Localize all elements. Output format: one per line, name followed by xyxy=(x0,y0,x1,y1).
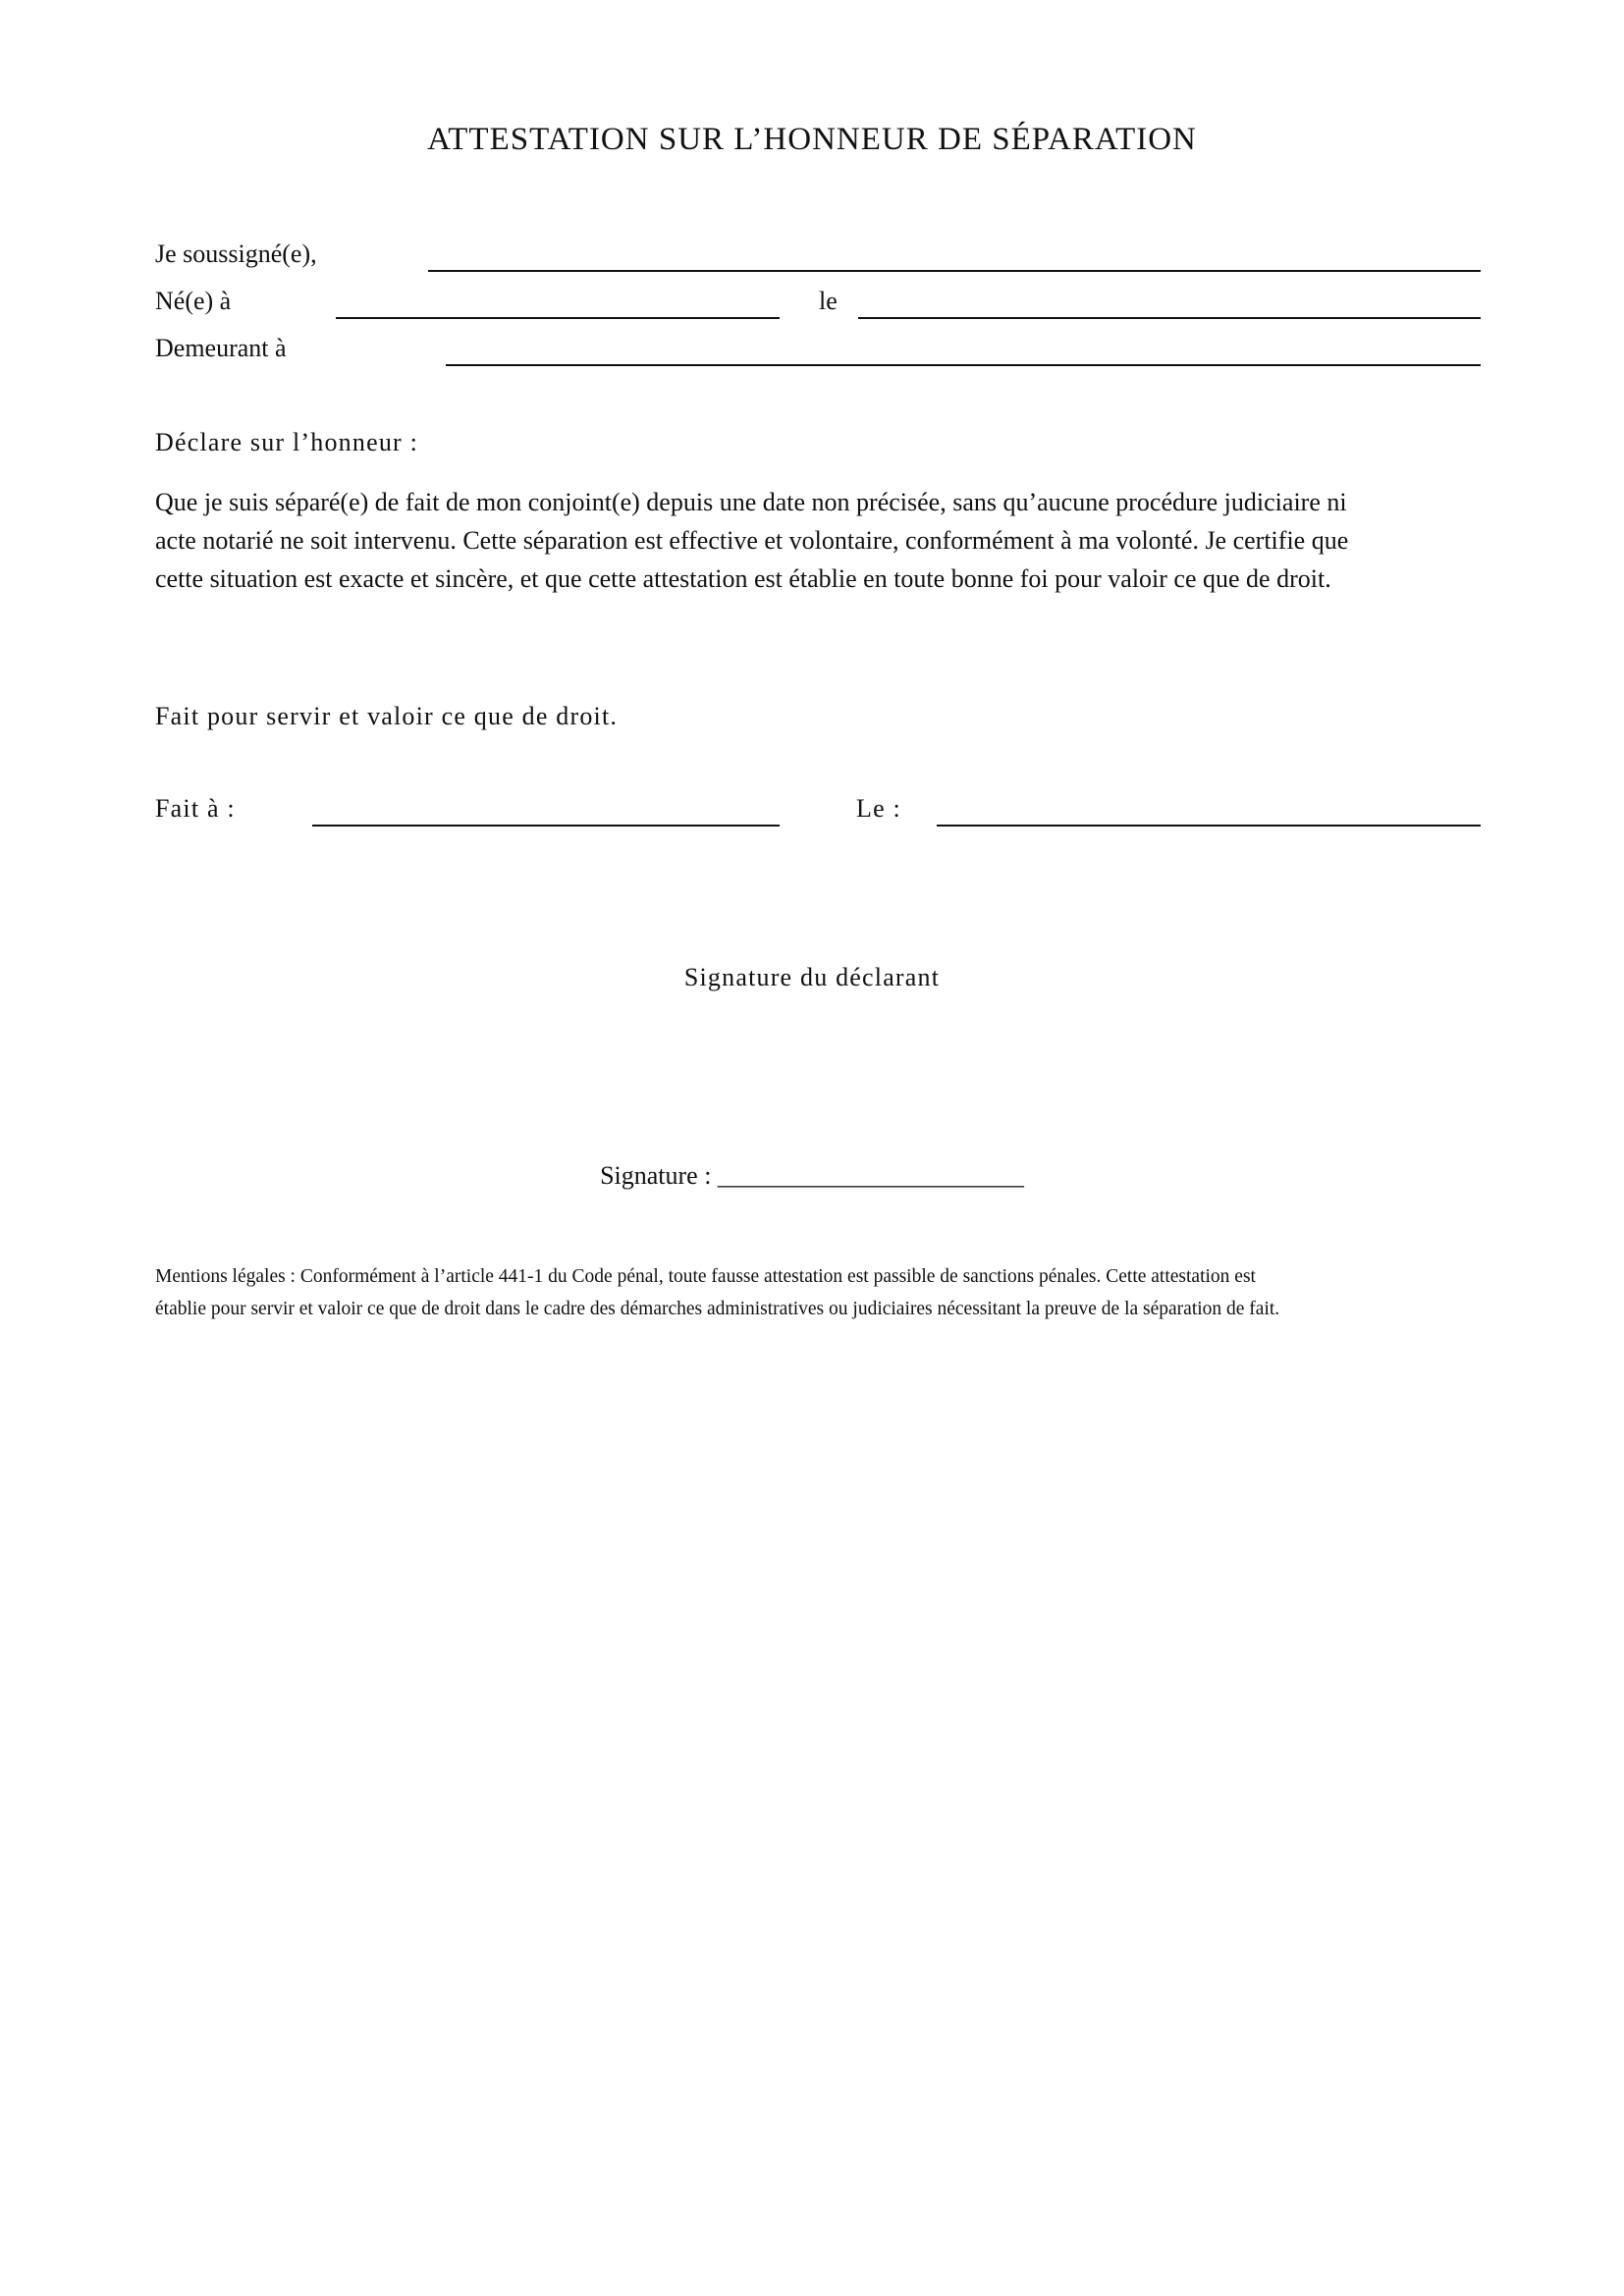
le-date-label: Le : xyxy=(856,794,901,823)
ne-label: Né(e) à xyxy=(155,287,232,315)
ne-fill-line[interactable] xyxy=(336,317,780,319)
declaration-line: acte notarié ne soit intervenu. Cette séparation est effective et volontaire, conformément à ma volonté. Je certifie que xyxy=(155,526,1349,555)
le-date-fill-line[interactable] xyxy=(937,825,1481,827)
demeurant-label: Demeurant à xyxy=(155,334,287,362)
declaration-paragraph xyxy=(155,483,1481,598)
fait-a-fill-line[interactable] xyxy=(312,825,780,827)
document-title: ATTESTATION SUR L’HONNEUR DE SÉPARATION xyxy=(427,122,1197,157)
legal-line: Mentions légales : Conformément à l’article 441-1 du Code pénal, toute fausse attestation est passible de sanctions pénales. Cette attestation est xyxy=(155,1266,1256,1287)
declare-label: Déclare sur l’honneur : xyxy=(155,428,418,456)
declaration-line: cette situation est exacte et sincère, et que cette attestation est établie en toute bonne foi pour valoir ce que de droit. xyxy=(155,564,1331,593)
demeurant-fill-line[interactable] xyxy=(446,364,1481,366)
fait-pour-text: Fait pour servir et valoir ce que de droit. xyxy=(155,702,619,730)
fait-a-label: Fait à : xyxy=(155,794,236,823)
le-label: le xyxy=(819,287,838,315)
signature-line[interactable]: Signature : ________________________ xyxy=(600,1161,1024,1190)
legal-line: établie pour servir et valoir ce que de droit dans le cadre des démarches administratives ou judiciaires nécessitant la preuve de la séparation de fait. xyxy=(155,1299,1280,1319)
le-fill-line[interactable] xyxy=(858,317,1481,319)
soussigne-label: Je soussigné(e), xyxy=(155,240,317,268)
soussigne-fill-line[interactable] xyxy=(428,270,1481,272)
declaration-line: Que je suis séparé(e) de fait de mon conjoint(e) depuis une date non précisée, sans qu’aucune procédure judiciaire ni xyxy=(155,488,1347,516)
legal-mentions xyxy=(155,1260,1490,1325)
signature-heading: Signature du déclarant xyxy=(683,963,941,991)
